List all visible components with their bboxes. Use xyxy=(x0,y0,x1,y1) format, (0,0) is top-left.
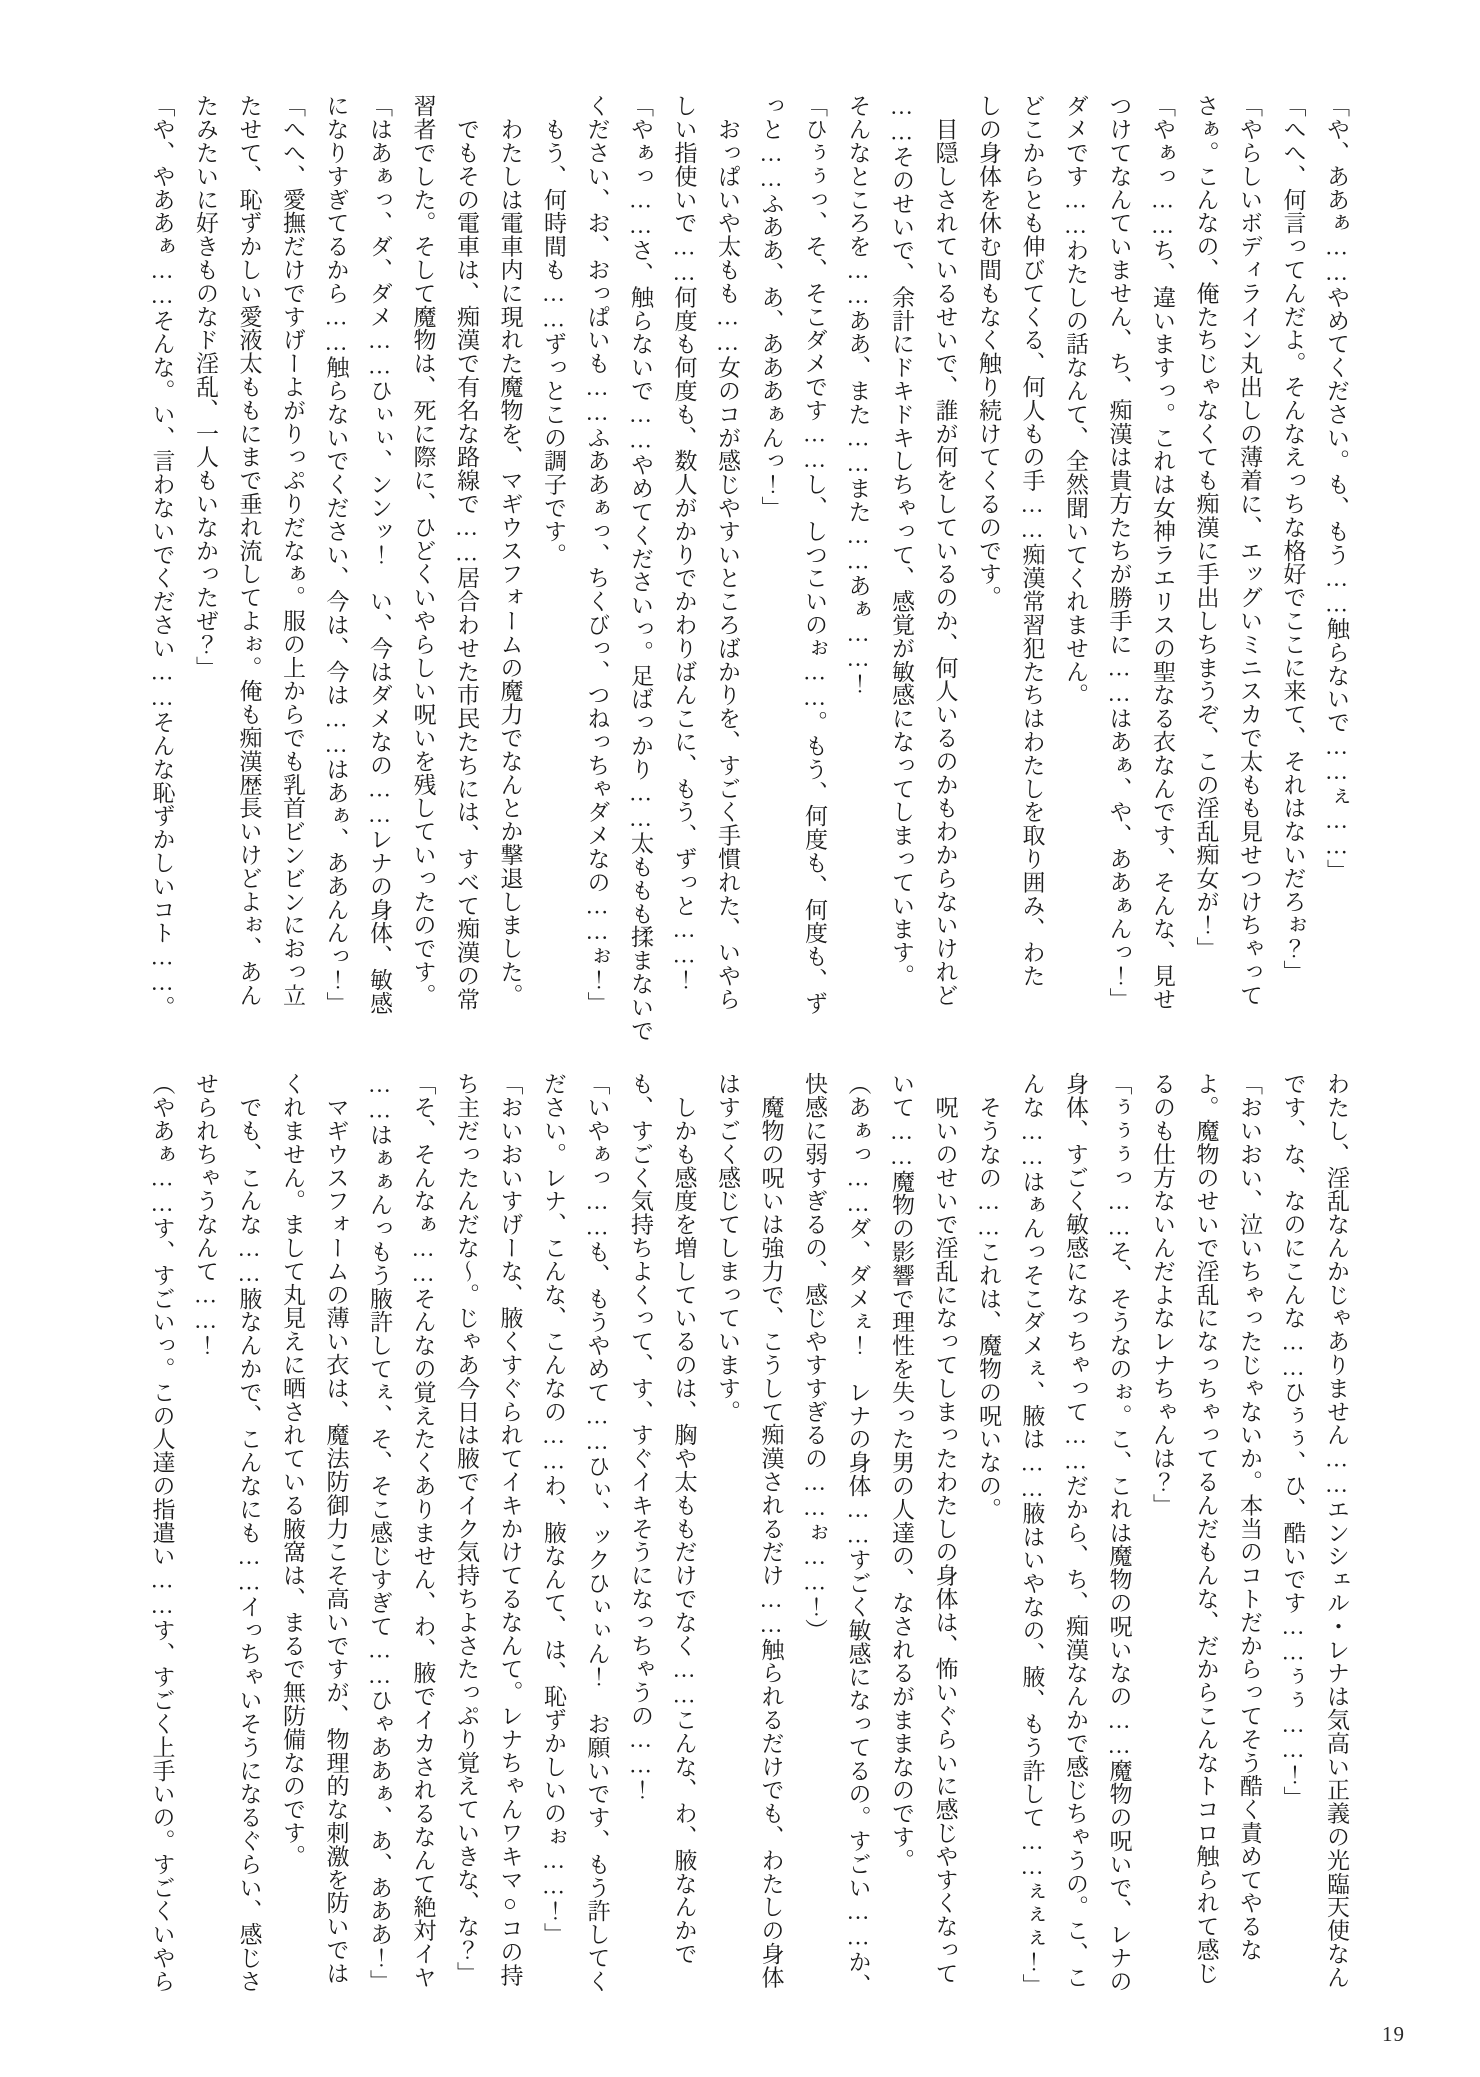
text-column: そうなの……これは、魔物の呪いなの。 xyxy=(976,1072,1001,1521)
text-column: 快感に弱すぎるの、感じやすすぎるの……ぉ……！） xyxy=(802,1072,827,1642)
text-column: 「そ、そんなぁ……そんなの覚えたくありません、わ、腋でイカされるなんて絶対イヤ xyxy=(410,1072,436,1989)
text-column: 「ひぅぅっ、そ、そこダメです……し、しつこいのぉ……。もう、何度も、何度も、ず xyxy=(802,94,827,1015)
text-column: 「へへ、何言ってんだよ。そんなえっちな格好でここに来て、それはないだろぉ？」 xyxy=(1280,94,1306,984)
text-column: ……そのせいで、余計にドキドキしちゃって、感覚が敏感になってしまっています。 xyxy=(889,94,914,988)
text-column: 「いやぁっ……も、もうやめて……ひぃ、ックひぃぃん！ お願いです、もう許してく xyxy=(584,1072,610,1993)
text-column: はすごく感じてしまっています。 xyxy=(715,1072,740,1423)
text-column: るのも仕方ないんだよなレナちゃんは？」 xyxy=(1150,1072,1175,1517)
text-column: どこからとも伸びてくる、何人もの手……痴漢常習犯たちはわたしを取り囲み、わた xyxy=(1019,94,1045,988)
text-column: （やあぁ……す、すごいっ。この人達の指遣い……す、すごく上手いの。すごくいやら xyxy=(149,1072,175,1993)
text-column: わたし、淫乱なんかじゃありません……エンシェル・レナは気高い正義の光臨天使なん xyxy=(1324,1072,1349,1989)
text-column: 「おいおいすげーな、腋くすぐられてイキかけてるなんて。レナちゃんワキマ○コの持 xyxy=(497,1072,523,1987)
text-column: 「へへ、愛撫だけですげーよがりっぷりだなぁ。服の上からでも乳首ビンビンにおっ立 xyxy=(280,94,305,1007)
text-column: 「やらしいボディライン丸出しの薄着に、エッグいミニスカで太もも見せつけちゃって xyxy=(1237,94,1262,1007)
text-column: しい指使いで……何度も何度も、数人がかりでかわりばんこに、もう、ずっと……！ xyxy=(671,94,697,992)
text-column: せられちゃうなんて……！ xyxy=(193,1072,218,1357)
text-column: ダメです……わたしの話なんて、全然聞いてくれません。 xyxy=(1063,94,1088,707)
text-column: ださい。レナ、こんな、こんなの……わ、腋なんて、は、恥ずかしいのぉ……！」 xyxy=(541,1072,566,1946)
text-column: つけてなんていません、ち、痴漢は貴方たちが勝手に……はあぁ、や、ああぁんっ！」 xyxy=(1106,94,1132,1011)
text-column: 「おいおい、泣いちゃったじゃないか。本当のコトだからってそう酷く責めてやるな xyxy=(1237,1072,1262,1962)
text-column: マギウスフォームの薄い衣は、魔法防御力こそ高いですが、物理的な刺激を防いでは xyxy=(323,1072,349,1985)
text-column: ……はぁぁんっもう腋許してぇ、そ、そこ感じすぎて……ひゃああぁ、あ、あああ！」 xyxy=(367,1072,392,1993)
text-column: よ。魔物のせいで淫乱になっちゃってるんだもんな、だからこんなトコロ触られて感じ xyxy=(1193,1072,1219,1985)
text-column: も、すごく気持ちよくって、す、すぐイキそうになっちゃうの……！ xyxy=(628,1072,653,1802)
text-column: たみたいに好きものなド淫乱、一人もいなかったぜ？」 xyxy=(193,94,218,679)
text-column: わたしは電車内に現れた魔物を、マギウスフォームの魔力でなんとか撃退しました。 xyxy=(497,94,523,1007)
text-column: おっぱいや太もも……女のコが感じやすいところばかりを、すごく手慣れた、いやら xyxy=(715,94,740,1011)
text-band-bottom xyxy=(140,1072,1358,2018)
text-column: たせて、恥ずかしい愛液太ももにまで垂れ流してよぉ。俺も痴漢歴長いけどよぉ、あん xyxy=(236,94,262,1007)
text-column: そんなところを……ああ、また……また……あぁ……！ xyxy=(845,94,871,695)
text-column: ち主だったんだな〜。じゃあ今日は腋でイク気持ちよさたっぷり覚えていきな、な？」 xyxy=(454,1072,479,1985)
text-column: 「やぁっ……さ、触らないで……やめてくださいっ。足ばっかり……太ももも揉まないで xyxy=(628,94,653,1042)
text-column: いて……魔物の影響で理性を失った男の人達の、なされるがままなのです。 xyxy=(889,1072,914,1872)
text-column: 「や、ああぁ……やめてください。も、もう……触らないで……ぇ……」 xyxy=(1324,94,1349,883)
text-column: もう、何時間も……ずっとこの調子です。 xyxy=(541,94,566,566)
text-column: でもその電車は、痴漢で有名な路線で……居合わせた市民たちには、すべて痴漢の常 xyxy=(454,94,479,1011)
text-column: になりすぎてるから……触らないでください、今は、今は……はあぁ、ああんんっ！」 xyxy=(323,94,349,1015)
text-column: さぁ。こんなの、俺たちじゃなくても痴漢に手出しちまうぞ、この淫乱痴女が！」 xyxy=(1193,94,1219,960)
text-column: 「や、やああぁ……そんな。い、言わないでください……そんな恥ずかしいコト……。 xyxy=(149,94,175,1019)
text-column: 習者でした。そして魔物は、死に際に、ひどくいやらしい呪いを残していったのです。 xyxy=(410,94,436,1007)
text-column: っと……ふああ、あ、あああぁんっ！」 xyxy=(758,94,784,520)
text-column: くれません。まして丸見えに晒されている腋窩は、まるで無防備なのです。 xyxy=(280,1072,305,1868)
text-column: しかも感度を増しているのは、胸や太ももだけでなく……こんな、わ、腋なんかで xyxy=(671,1072,697,1966)
text-column: です、な、なのにこんな……ひぅぅ、ひ、酷いです……ぅぅ……！」 xyxy=(1280,1072,1306,1810)
text-column: 目隠しされているせいで、誰が何をしているのか、何人いるのかもわからないけれど xyxy=(932,94,958,1007)
text-column: しの身体を休む間もなく触り続けてくるのです。 xyxy=(976,94,1001,609)
text-band-top xyxy=(140,94,1358,1042)
text-column: 呪いのせいで淫乱になってしまったわたしの身体は、怖いぐらいに感じやすくなって xyxy=(932,1072,958,1985)
text-column: ください、お、おっぱいも……ふああぁっ、ちくびっ、つねっちゃダメなの……ぉ！」 xyxy=(584,94,610,1015)
text-column: んな……はぁんっそこダメぇ、腋は……腋はいやなの、腋、もう許して……ぇぇぇ！」 xyxy=(1019,1072,1045,1997)
text-column: でも、こんな……腋なんかで、こんなにも……イっちゃいそうになるぐらい、感じさ xyxy=(236,1072,262,1993)
text-column: 「ぅぅぅっ……そ、そうなのぉ。こ、これは魔物の呪いなの……魔物の呪いで、レナの xyxy=(1106,1072,1132,1993)
text-column: 魔物の呪いは強力で、こうして痴漢されるだけ……触られるだけでも、わたしの身体 xyxy=(758,1072,784,1989)
text-column: 身体、すごく敏感になっちゃって……だから、ち、痴漢なんかで感じちゃうの。こ、こ xyxy=(1063,1072,1088,1989)
text-column: 「はあぁっ、ダ、ダメ……ひぃぃ、ンンッ！ い、今はダメなの……レナの身体、敏感 xyxy=(367,94,392,1015)
text-column: 「やぁっ……ち、違いますっ。これは女神ラエリスの聖なる衣なんです、そんな、見せ xyxy=(1150,94,1175,1011)
page-number: 19 xyxy=(1382,2022,1405,2046)
text-column: （あぁっ……ダ、ダメぇ！ レナの身体……すごく敏感になってるの。すごい……か、 xyxy=(845,1072,871,1997)
